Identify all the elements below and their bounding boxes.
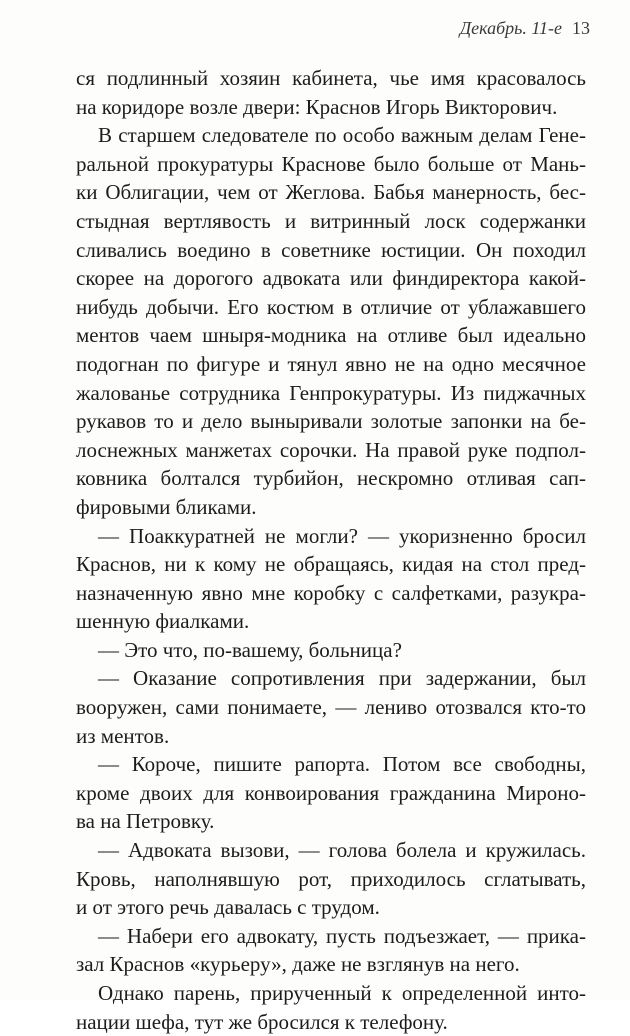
text-line: — Оказание сопротивления при задержании, был bbox=[98, 666, 586, 691]
text-line: ва на Петровку. bbox=[76, 809, 215, 834]
text-line: В старшем следователе по особо важным делам Гене- bbox=[98, 123, 586, 148]
paragraph bbox=[76, 64, 586, 121]
paragraph bbox=[76, 836, 586, 922]
text-line: рукавов то и дело выныривали золотые запонки на бе- bbox=[76, 409, 586, 434]
text-line: — Поаккуратней не могли? — укоризненно бросил bbox=[98, 523, 586, 548]
running-header bbox=[460, 18, 590, 39]
paragraph bbox=[76, 522, 586, 636]
paragraph bbox=[76, 750, 586, 836]
text-line: скорее на дорогого адвоката или финдиректора какой- bbox=[76, 266, 586, 291]
text-line: назначенную явно мне коробку с салфетками, разукра- bbox=[76, 580, 586, 605]
page-number: 13 bbox=[572, 18, 590, 38]
text-line: из ментов. bbox=[76, 723, 170, 748]
text-line: зал Краснов «курьеру», даже не взглянув на него. bbox=[76, 952, 520, 977]
text-line: на коридоре возле двери: Краснов Игорь Викторович. bbox=[76, 94, 558, 119]
text-line: стыдная вертлявость и витринный лоск содержанки bbox=[76, 208, 586, 233]
text-line: ся подлинный хозяин кабинета, чье имя красовалось bbox=[76, 66, 586, 90]
text-line: — Короче, пишите рапорта. Потом все свободны, bbox=[98, 752, 586, 777]
text-line: нибудь добычи. Его костюм в отличие от ублажавшего bbox=[76, 294, 586, 319]
text-line: — Набери его адвокату, пусть подъезжает, — прика- bbox=[98, 923, 586, 948]
text-line: нации шефа, тут же бросился к телефону. bbox=[76, 1009, 448, 1034]
text-line: фировыми бликами. bbox=[76, 494, 257, 519]
text-line: и от этого речь давалась с трудом. bbox=[76, 895, 380, 920]
text-line: ковника болтался турбийон, нескромно отливая сап- bbox=[76, 466, 586, 491]
text-line: — Адвоката вызови, — голова болела и кружилась. bbox=[98, 838, 586, 863]
text-line: — Это что, по-вашему, больница? bbox=[98, 637, 402, 662]
text-line: жалованье сотрудника Генпрокуратуры. Из пиджачных bbox=[76, 380, 586, 405]
text-line: лоснежных манжетах сорочки. На правой руке подпол- bbox=[76, 437, 586, 462]
text-line: ки Облигации, чем от Жеглова. Бабья манерность, бес- bbox=[76, 180, 586, 205]
text-line: ральной прокуратуры Краснове было больше от Мань- bbox=[76, 151, 586, 176]
text-line: подогнан по фигуре и тянул явно не на одно месячное bbox=[76, 351, 586, 376]
text-line: ментов чаем шныря-модника на отливе был идеально bbox=[76, 323, 586, 348]
text-line: сливались воедино в советнике юстиции. Он походил bbox=[76, 237, 586, 262]
section-title: Декабрь. 11-е bbox=[459, 18, 562, 38]
paragraph bbox=[76, 121, 586, 521]
paragraph bbox=[76, 979, 586, 1036]
paragraph bbox=[76, 922, 586, 979]
text-line: Краснов, ни к кому не обращаясь, кидая на стол пред- bbox=[76, 552, 586, 577]
text-line: Однако парень, прирученный к определенной инто- bbox=[98, 981, 586, 1005]
text-line: кроме двоих для конвоирования гражданина Мироно- bbox=[76, 780, 586, 805]
text-line: шенную фиалками. bbox=[76, 609, 250, 634]
text-line: вооружен, сами понимаете, — лениво отозвался кто-то bbox=[76, 695, 586, 720]
body-text bbox=[76, 64, 586, 1036]
paragraph bbox=[76, 636, 586, 665]
text-line: Кровь, наполнявшую рот, приходилось сглатывать, bbox=[76, 866, 586, 891]
paragraph bbox=[76, 664, 586, 750]
